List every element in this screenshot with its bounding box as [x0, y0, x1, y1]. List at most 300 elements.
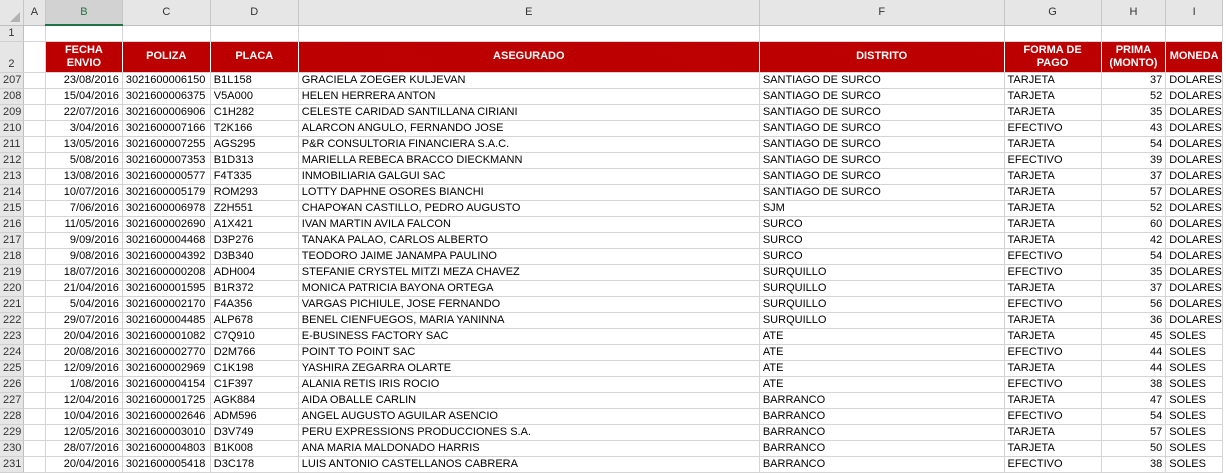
row-header[interactable]: 221 — [0, 296, 23, 312]
cell-fecha-envio[interactable]: 29/07/2016 — [45, 312, 122, 328]
header-distrito[interactable]: DISTRITO — [759, 41, 1004, 72]
cell-forma-de-pago[interactable]: EFECTIVO — [1004, 264, 1101, 280]
cell-placa[interactable]: AGS295 — [210, 136, 298, 152]
cell-forma-de-pago[interactable]: EFECTIVO — [1004, 456, 1101, 472]
cell-distrito[interactable]: SANTIAGO DE SURCO — [759, 152, 1004, 168]
cell-fecha-envio[interactable]: 15/04/2016 — [45, 88, 122, 104]
cell-asegurado[interactable]: ALARCON ANGULO, FERNANDO JOSE — [298, 120, 759, 136]
sheet-row-1 — [0, 25, 1223, 41]
cell-fecha-envio[interactable]: 9/09/2016 — [45, 232, 122, 248]
cell[interactable] — [23, 200, 45, 216]
cell-moneda[interactable]: DOLARES — [1166, 312, 1223, 328]
table-row — [0, 168, 1223, 184]
cell-asegurado[interactable]: GRACIELA ZOEGER KULJEVAN — [298, 72, 759, 88]
cell[interactable] — [23, 41, 45, 72]
row-header[interactable]: 210 — [0, 120, 23, 136]
cell-prima[interactable]: 60 — [1101, 216, 1166, 232]
cell-distrito[interactable]: SANTIAGO DE SURCO — [759, 168, 1004, 184]
row-header[interactable]: 214 — [0, 184, 23, 200]
cell-asegurado[interactable]: AIDA OBALLE CARLIN — [298, 392, 759, 408]
cell-moneda[interactable]: SOLES — [1166, 344, 1223, 360]
row-header[interactable]: 222 — [0, 312, 23, 328]
cell-poliza[interactable]: 3021600007255 — [122, 136, 210, 152]
cell-moneda[interactable]: DOLARES — [1166, 232, 1223, 248]
cell-poliza[interactable]: 3021600006150 — [122, 72, 210, 88]
cell-placa[interactable]: V5A000 — [210, 88, 298, 104]
cell-distrito[interactable]: BARRANCO — [759, 456, 1004, 472]
cell-prima[interactable]: 44 — [1101, 360, 1166, 376]
cell-poliza[interactable]: 3021600000577 — [122, 168, 210, 184]
cell-distrito[interactable]: SANTIAGO DE SURCO — [759, 72, 1004, 88]
cell-distrito[interactable]: SANTIAGO DE SURCO — [759, 120, 1004, 136]
cell-placa[interactable]: ADH004 — [210, 264, 298, 280]
row-header[interactable]: 1 — [0, 25, 23, 41]
cell-poliza[interactable]: 3021600004485 — [122, 312, 210, 328]
cell-poliza[interactable]: 3021600004154 — [122, 376, 210, 392]
cell-forma-de-pago[interactable]: TARJETA — [1004, 424, 1101, 440]
table-row — [0, 232, 1223, 248]
cell[interactable] — [23, 72, 45, 88]
cell-placa[interactable]: C1F397 — [210, 376, 298, 392]
cell-distrito[interactable]: BARRANCO — [759, 440, 1004, 456]
cell[interactable] — [23, 232, 45, 248]
cell-prima[interactable]: 38 — [1101, 376, 1166, 392]
cell[interactable] — [23, 88, 45, 104]
column-header-a[interactable]: A — [23, 0, 45, 25]
cell-asegurado[interactable]: CHAPO¥AN CASTILLO, PEDRO AUGUSTO — [298, 200, 759, 216]
header-prima-monto[interactable]: PRIMA (MONTO) — [1101, 41, 1166, 72]
cell[interactable] — [298, 25, 759, 41]
cell-forma-de-pago[interactable]: TARJETA — [1004, 200, 1101, 216]
cell-distrito[interactable]: BARRANCO — [759, 392, 1004, 408]
cell-placa[interactable]: B1K008 — [210, 440, 298, 456]
cell-poliza[interactable]: 3021600004468 — [122, 232, 210, 248]
cell-prima[interactable]: 45 — [1101, 328, 1166, 344]
cell-forma-de-pago[interactable]: EFECTIVO — [1004, 120, 1101, 136]
cell-placa[interactable]: C7Q910 — [210, 328, 298, 344]
cell[interactable] — [23, 136, 45, 152]
column-header-g[interactable]: G — [1004, 0, 1101, 25]
cell-forma-de-pago[interactable]: TARJETA — [1004, 440, 1101, 456]
cell-asegurado[interactable]: P&R CONSULTORIA FINANCIERA S.A.C. — [298, 136, 759, 152]
row-header[interactable]: 208 — [0, 88, 23, 104]
header-fecha-envio[interactable]: FECHA ENVIO — [45, 41, 122, 72]
table-header-row — [0, 41, 1223, 72]
cell[interactable] — [23, 264, 45, 280]
table-row — [0, 264, 1223, 280]
cell[interactable] — [23, 424, 45, 440]
cell-asegurado[interactable]: TANAKA PALAO, CARLOS ALBERTO — [298, 232, 759, 248]
cell-fecha-envio[interactable]: 3/04/2016 — [45, 120, 122, 136]
table-row — [0, 456, 1223, 472]
cell-distrito[interactable]: SURCO — [759, 232, 1004, 248]
select-all-icon — [10, 12, 20, 22]
header-poliza[interactable]: POLIZA — [122, 41, 210, 72]
cell[interactable] — [23, 216, 45, 232]
cell-poliza[interactable]: 3021600001082 — [122, 328, 210, 344]
cell-prima[interactable]: 50 — [1101, 440, 1166, 456]
cell-placa[interactable]: D3B340 — [210, 248, 298, 264]
cell-asegurado[interactable]: ALANIA RETIS IRIS ROCIO — [298, 376, 759, 392]
column-header-c[interactable]: C — [122, 0, 210, 25]
cell-distrito[interactable]: ATE — [759, 360, 1004, 376]
cell-prima[interactable]: 57 — [1101, 184, 1166, 200]
cell-asegurado[interactable]: YASHIRA ZEGARRA OLARTE — [298, 360, 759, 376]
cell-placa[interactable]: C1H282 — [210, 104, 298, 120]
cell-fecha-envio[interactable]: 9/08/2016 — [45, 248, 122, 264]
cell-placa[interactable]: D3C178 — [210, 456, 298, 472]
column-header-i[interactable]: I — [1166, 0, 1223, 25]
cell[interactable] — [23, 25, 45, 41]
table-row — [0, 216, 1223, 232]
cell-moneda[interactable]: DOLARES — [1166, 248, 1223, 264]
column-header-f[interactable]: F — [759, 0, 1004, 25]
cell-fecha-envio[interactable]: 10/07/2016 — [45, 184, 122, 200]
cell-placa[interactable]: ADM596 — [210, 408, 298, 424]
cell-poliza[interactable]: 3021600001595 — [122, 280, 210, 296]
cell-poliza[interactable]: 3021600007166 — [122, 120, 210, 136]
cell-fecha-envio[interactable]: 13/08/2016 — [45, 168, 122, 184]
cell-distrito[interactable]: SURQUILLO — [759, 312, 1004, 328]
cell-fecha-envio[interactable]: 12/05/2016 — [45, 424, 122, 440]
cell[interactable] — [23, 296, 45, 312]
select-all-corner[interactable] — [0, 0, 23, 25]
cell-poliza[interactable]: 3021600002770 — [122, 344, 210, 360]
cell-prima[interactable]: 37 — [1101, 168, 1166, 184]
cell-fecha-envio[interactable]: 13/05/2016 — [45, 136, 122, 152]
cell[interactable] — [23, 408, 45, 424]
cell-forma-de-pago[interactable]: TARJETA — [1004, 280, 1101, 296]
cell-asegurado[interactable]: HELEN HERRERA ANTON — [298, 88, 759, 104]
cell[interactable] — [1004, 25, 1101, 41]
cell-prima[interactable]: 37 — [1101, 280, 1166, 296]
cell-moneda[interactable]: DOLARES — [1166, 152, 1223, 168]
cell-forma-de-pago[interactable]: TARJETA — [1004, 232, 1101, 248]
table-row — [0, 104, 1223, 120]
cell-distrito[interactable]: ATE — [759, 376, 1004, 392]
cell-poliza[interactable]: 3021600002646 — [122, 408, 210, 424]
cell-poliza[interactable]: 3021600002170 — [122, 296, 210, 312]
table-row — [0, 312, 1223, 328]
cell-fecha-envio[interactable]: 5/04/2016 — [45, 296, 122, 312]
cell-moneda[interactable]: SOLES — [1166, 408, 1223, 424]
table-row — [0, 280, 1223, 296]
row-header[interactable]: 229 — [0, 424, 23, 440]
cell-fecha-envio[interactable]: 20/04/2016 — [45, 456, 122, 472]
cell-moneda[interactable]: DOLARES — [1166, 72, 1223, 88]
cell-asegurado[interactable]: STEFANIE CRYSTEL MITZI MEZA CHAVEZ — [298, 264, 759, 280]
row-header[interactable]: 216 — [0, 216, 23, 232]
cell-forma-de-pago[interactable]: EFECTIVO — [1004, 344, 1101, 360]
table-row — [0, 136, 1223, 152]
cell-forma-de-pago[interactable]: TARJETA — [1004, 312, 1101, 328]
cell[interactable] — [23, 104, 45, 120]
table-row — [0, 88, 1223, 104]
cell-asegurado[interactable]: INMOBILIARIA GALGUI SAC — [298, 168, 759, 184]
cell-moneda[interactable]: DOLARES — [1166, 264, 1223, 280]
cell-placa[interactable]: F4A356 — [210, 296, 298, 312]
cell[interactable] — [23, 248, 45, 264]
cell-prima[interactable]: 43 — [1101, 120, 1166, 136]
cell-asegurado[interactable]: LUIS ANTONIO CASTELLANOS CABRERA — [298, 456, 759, 472]
cell-placa[interactable]: D2M766 — [210, 344, 298, 360]
cell-distrito[interactable]: SURQUILLO — [759, 264, 1004, 280]
cell-forma-de-pago[interactable]: EFECTIVO — [1004, 408, 1101, 424]
row-header[interactable]: 231 — [0, 456, 23, 472]
row-header[interactable]: 226 — [0, 376, 23, 392]
cell-prima[interactable]: 47 — [1101, 392, 1166, 408]
cell-forma-de-pago[interactable]: TARJETA — [1004, 72, 1101, 88]
cell-prima[interactable]: 54 — [1101, 408, 1166, 424]
cell-prima[interactable]: 38 — [1101, 456, 1166, 472]
cell-asegurado[interactable]: CELESTE CARIDAD SANTILLANA CIRIANI — [298, 104, 759, 120]
cell-asegurado[interactable]: IVAN MARTIN AVILA FALCON — [298, 216, 759, 232]
cell-prima[interactable]: 56 — [1101, 296, 1166, 312]
cell-asegurado[interactable]: POINT TO POINT SAC — [298, 344, 759, 360]
cell-moneda[interactable]: DOLARES — [1166, 200, 1223, 216]
cell-asegurado[interactable]: ANGEL AUGUSTO AGUILAR ASENCIO — [298, 408, 759, 424]
row-header[interactable]: 215 — [0, 200, 23, 216]
cell-moneda[interactable]: SOLES — [1166, 360, 1223, 376]
cell-asegurado[interactable]: VARGAS PICHIULE, JOSE FERNANDO — [298, 296, 759, 312]
cell-distrito[interactable]: SURQUILLO — [759, 280, 1004, 296]
cell-moneda[interactable]: DOLARES — [1166, 136, 1223, 152]
cell[interactable] — [23, 280, 45, 296]
cell-poliza[interactable]: 3021600005179 — [122, 184, 210, 200]
cell[interactable] — [23, 376, 45, 392]
cell-fecha-envio[interactable]: 10/04/2016 — [45, 408, 122, 424]
cell-prima[interactable]: 37 — [1101, 72, 1166, 88]
row-header[interactable]: 218 — [0, 248, 23, 264]
cell-placa[interactable]: B1L158 — [210, 72, 298, 88]
cell-distrito[interactable]: SURCO — [759, 216, 1004, 232]
cell-poliza[interactable]: 3021600001725 — [122, 392, 210, 408]
cell[interactable] — [1101, 25, 1166, 41]
cell-asegurado[interactable]: BENEL CIENFUEGOS, MARIA YANINNA — [298, 312, 759, 328]
cell-moneda[interactable]: DOLARES — [1166, 88, 1223, 104]
row-header[interactable]: 2 — [0, 41, 23, 72]
cell-forma-de-pago[interactable]: TARJETA — [1004, 136, 1101, 152]
cell-forma-de-pago[interactable]: EFECTIVO — [1004, 248, 1101, 264]
cell-forma-de-pago[interactable]: TARJETA — [1004, 184, 1101, 200]
cell-asegurado[interactable]: ANA MARIA MALDONADO HARRIS — [298, 440, 759, 456]
cell-forma-de-pago[interactable]: TARJETA — [1004, 104, 1101, 120]
cell-placa[interactable]: T2K166 — [210, 120, 298, 136]
cell-placa[interactable]: Z2H551 — [210, 200, 298, 216]
row-header[interactable]: 228 — [0, 408, 23, 424]
cell-moneda[interactable]: DOLARES — [1166, 120, 1223, 136]
cell-poliza[interactable]: 3021600007353 — [122, 152, 210, 168]
header-asegurado[interactable]: ASEGURADO — [298, 41, 759, 72]
cell-prima[interactable]: 39 — [1101, 152, 1166, 168]
cell[interactable] — [23, 440, 45, 456]
cell-forma-de-pago[interactable]: TARJETA — [1004, 360, 1101, 376]
cell-prima[interactable]: 44 — [1101, 344, 1166, 360]
row-header[interactable]: 230 — [0, 440, 23, 456]
cell-forma-de-pago[interactable]: EFECTIVO — [1004, 296, 1101, 312]
cell-fecha-envio[interactable]: 12/04/2016 — [45, 392, 122, 408]
table-row — [0, 120, 1223, 136]
cell-prima[interactable]: 42 — [1101, 232, 1166, 248]
cell-moneda[interactable]: SOLES — [1166, 328, 1223, 344]
cell-placa[interactable]: D3V749 — [210, 424, 298, 440]
cell-distrito[interactable]: SANTIAGO DE SURCO — [759, 184, 1004, 200]
cell-asegurado[interactable]: E-BUSINESS FACTORY SAC — [298, 328, 759, 344]
cell-forma-de-pago[interactable]: TARJETA — [1004, 216, 1101, 232]
cell-fecha-envio[interactable]: 5/08/2016 — [45, 152, 122, 168]
cell-fecha-envio[interactable]: 28/07/2016 — [45, 440, 122, 456]
cell-forma-de-pago[interactable]: TARJETA — [1004, 168, 1101, 184]
cell-placa[interactable]: D3P276 — [210, 232, 298, 248]
cell-poliza[interactable]: 3021600003010 — [122, 424, 210, 440]
cell-prima[interactable]: 35 — [1101, 104, 1166, 120]
column-header-d[interactable]: D — [210, 0, 298, 25]
cell-fecha-envio[interactable]: 18/07/2016 — [45, 264, 122, 280]
cell-prima[interactable]: 57 — [1101, 424, 1166, 440]
cell[interactable] — [23, 360, 45, 376]
cell-moneda[interactable]: DOLARES — [1166, 184, 1223, 200]
cell[interactable] — [23, 328, 45, 344]
header-forma-de-pago[interactable]: FORMA DE PAGO — [1004, 41, 1101, 72]
cell-distrito[interactable]: SANTIAGO DE SURCO — [759, 136, 1004, 152]
cell-fecha-envio[interactable]: 22/07/2016 — [45, 104, 122, 120]
cell-fecha-envio[interactable]: 11/05/2016 — [45, 216, 122, 232]
cell-asegurado[interactable]: TEODORO JAIME JANAMPA PAULINO — [298, 248, 759, 264]
column-header-h[interactable]: H — [1101, 0, 1166, 25]
cell-forma-de-pago[interactable]: EFECTIVO — [1004, 152, 1101, 168]
row-header[interactable]: 213 — [0, 168, 23, 184]
table-row — [0, 424, 1223, 440]
cell[interactable] — [23, 312, 45, 328]
cell-forma-de-pago[interactable]: EFECTIVO — [1004, 376, 1101, 392]
cell-moneda[interactable]: DOLARES — [1166, 216, 1223, 232]
cell-placa[interactable]: ROM293 — [210, 184, 298, 200]
row-header[interactable]: 217 — [0, 232, 23, 248]
row-header[interactable]: 220 — [0, 280, 23, 296]
cell-fecha-envio[interactable]: 20/08/2016 — [45, 344, 122, 360]
cell-distrito[interactable]: SURCO — [759, 248, 1004, 264]
table-row — [0, 248, 1223, 264]
cell-placa[interactable]: B1D313 — [210, 152, 298, 168]
cell-moneda[interactable]: DOLARES — [1166, 280, 1223, 296]
cell-prima[interactable]: 36 — [1101, 312, 1166, 328]
cell-distrito[interactable]: ATE — [759, 328, 1004, 344]
cell-moneda[interactable]: DOLARES — [1166, 168, 1223, 184]
cell[interactable] — [23, 120, 45, 136]
cell-distrito[interactable]: BARRANCO — [759, 424, 1004, 440]
cell-poliza[interactable]: 3021600006375 — [122, 88, 210, 104]
cell-moneda[interactable]: SOLES — [1166, 456, 1223, 472]
cell-placa[interactable]: C1K198 — [210, 360, 298, 376]
cell-moneda[interactable]: SOLES — [1166, 424, 1223, 440]
cell-forma-de-pago[interactable]: TARJETA — [1004, 88, 1101, 104]
cell-distrito[interactable]: SURQUILLO — [759, 296, 1004, 312]
cell[interactable] — [23, 152, 45, 168]
cell-fecha-envio[interactable]: 23/08/2016 — [45, 72, 122, 88]
header-placa[interactable]: PLACA — [210, 41, 298, 72]
row-header[interactable]: 225 — [0, 360, 23, 376]
row-header[interactable]: 209 — [0, 104, 23, 120]
column-header-b[interactable]: B — [45, 0, 122, 25]
table-row — [0, 344, 1223, 360]
cell-distrito[interactable]: SANTIAGO DE SURCO — [759, 88, 1004, 104]
cell[interactable] — [23, 344, 45, 360]
cell-prima[interactable]: 54 — [1101, 248, 1166, 264]
cell-forma-de-pago[interactable]: TARJETA — [1004, 328, 1101, 344]
table-row — [0, 392, 1223, 408]
cell-poliza[interactable]: 3021600006906 — [122, 104, 210, 120]
cell-prima[interactable]: 35 — [1101, 264, 1166, 280]
cell-placa[interactable]: A1X421 — [210, 216, 298, 232]
cell-distrito[interactable]: SJM — [759, 200, 1004, 216]
row-header[interactable]: 207 — [0, 72, 23, 88]
cell-poliza[interactable]: 3021600004392 — [122, 248, 210, 264]
cell-moneda[interactable]: DOLARES — [1166, 296, 1223, 312]
cell-prima[interactable]: 52 — [1101, 200, 1166, 216]
row-header[interactable]: 224 — [0, 344, 23, 360]
cell-poliza[interactable]: 3021600004803 — [122, 440, 210, 456]
cell[interactable] — [759, 25, 1004, 41]
header-moneda[interactable]: MONEDA — [1166, 41, 1223, 72]
cell-asegurado[interactable]: LOTTY DAPHNE OSORES BIANCHI — [298, 184, 759, 200]
cell-poliza[interactable]: 3021600006978 — [122, 200, 210, 216]
cell[interactable] — [23, 392, 45, 408]
cell[interactable] — [23, 456, 45, 472]
row-header[interactable]: 223 — [0, 328, 23, 344]
cell-prima[interactable]: 52 — [1101, 88, 1166, 104]
cell-fecha-envio[interactable]: 12/09/2016 — [45, 360, 122, 376]
cell-fecha-envio[interactable]: 7/06/2016 — [45, 200, 122, 216]
row-header[interactable]: 211 — [0, 136, 23, 152]
cell-distrito[interactable]: ATE — [759, 344, 1004, 360]
cell-poliza[interactable]: 3021600002969 — [122, 360, 210, 376]
cell[interactable] — [23, 168, 45, 184]
cell[interactable] — [210, 25, 298, 41]
cell-forma-de-pago[interactable]: TARJETA — [1004, 392, 1101, 408]
cell-distrito[interactable]: BARRANCO — [759, 408, 1004, 424]
cell-moneda[interactable]: SOLES — [1166, 392, 1223, 408]
cell-placa[interactable]: AGK884 — [210, 392, 298, 408]
cell-fecha-envio[interactable]: 1/08/2016 — [45, 376, 122, 392]
cell-moneda[interactable]: SOLES — [1166, 376, 1223, 392]
cell-asegurado[interactable]: MONICA PATRICIA BAYONA ORTEGA — [298, 280, 759, 296]
cell-asegurado[interactable]: PERU EXPRESSIONS PRODUCCIONES S.A. — [298, 424, 759, 440]
cell-poliza[interactable]: 3021600002690 — [122, 216, 210, 232]
column-header-row — [0, 0, 1223, 25]
cell-prima[interactable]: 54 — [1101, 136, 1166, 152]
cell-placa[interactable]: F4T335 — [210, 168, 298, 184]
cell-asegurado[interactable]: MARIELLA REBECA BRACCO DIECKMANN — [298, 152, 759, 168]
cell[interactable] — [23, 184, 45, 200]
cell[interactable] — [122, 25, 210, 41]
cell-fecha-envio[interactable]: 21/04/2016 — [45, 280, 122, 296]
cell-moneda[interactable]: DOLARES — [1166, 104, 1223, 120]
cell-distrito[interactable]: SANTIAGO DE SURCO — [759, 104, 1004, 120]
cell[interactable] — [1166, 25, 1223, 41]
column-header-e[interactable]: E — [298, 0, 759, 25]
cell-placa[interactable]: B1R372 — [210, 280, 298, 296]
cell-fecha-envio[interactable]: 20/04/2016 — [45, 328, 122, 344]
cell[interactable] — [45, 25, 122, 41]
row-header[interactable]: 227 — [0, 392, 23, 408]
cell-moneda[interactable]: SOLES — [1166, 440, 1223, 456]
cell-poliza[interactable]: 3021600000208 — [122, 264, 210, 280]
row-header[interactable]: 212 — [0, 152, 23, 168]
table-row — [0, 72, 1223, 88]
cell-placa[interactable]: ALP678 — [210, 312, 298, 328]
row-header[interactable]: 219 — [0, 264, 23, 280]
cell-poliza[interactable]: 3021600005418 — [122, 456, 210, 472]
